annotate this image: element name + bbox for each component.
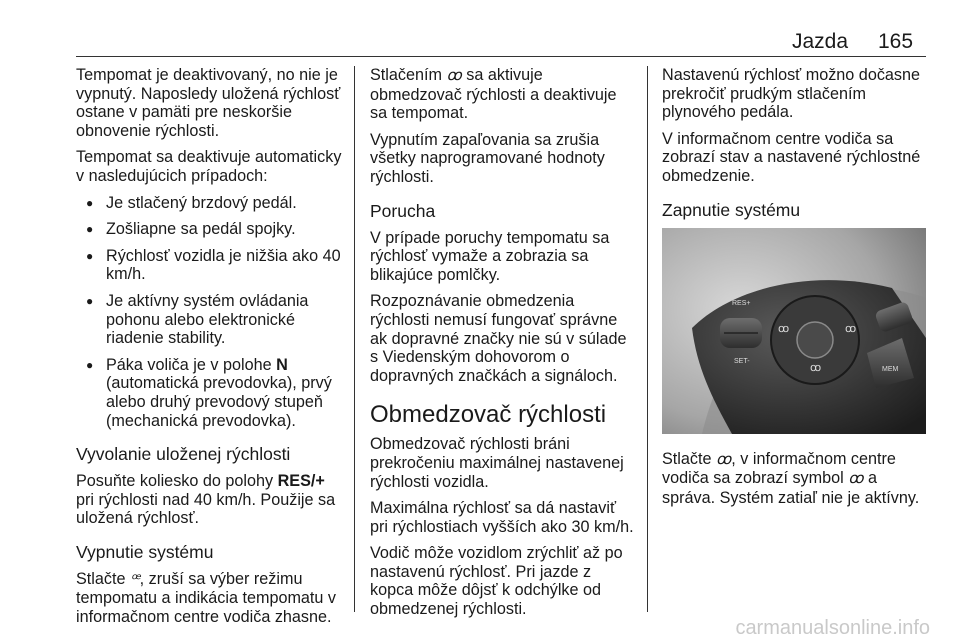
speed-limiter-icon: ꝏ	[848, 470, 864, 488]
page-header	[0, 0, 960, 56]
heading-recall-speed: Vyvolanie uloženej rýchlosti	[76, 444, 291, 465]
mem-label: MEM	[882, 365, 899, 373]
paragraph: V prípade poruchy tempomatu sa rýchlosť vymaže a zobrazia sa blikajúce pomlčky.	[370, 228, 610, 284]
list-item: ● Je aktívny systém ovládania pohonu alebo elektronické riadenie stability.	[76, 292, 344, 348]
list-item: ● Páka voliča je v polohe N (automatická prevodovka), prvý alebo druhý prevodový stupeň (mechanická prevodovka).	[76, 356, 344, 430]
page-number: 165	[878, 30, 914, 53]
paragraph: Vodič môže vozidlom zrýchliť až po nastavenú rýchlosť. Pri jazde z kopca môže dôjsť k odchýlke od obmedzenej rýchlosti.	[370, 544, 623, 619]
list-item: ● Zošliapne sa pedál spojky.	[76, 220, 344, 239]
paragraph: Tempomat je deaktivovaný, no nie je vypnutý. Naposledy uložená rýchlosť ostane v pamäti pre neskoršie obnovenie rýchlosti.	[76, 66, 341, 140]
column-2	[370, 66, 634, 627]
paragraph: Stlačte ꟹ, zruší sa výber režimu tempomatu a indikácia tempomatu v informačnom centre vodiča zhasne.	[76, 569, 337, 627]
res-label: RES/+	[277, 472, 325, 491]
paragraph: Vypnutím zapaľovania sa zrušia všetky naprogramované hodnoty rýchlosti.	[370, 130, 605, 186]
paragraph: Posuňte koliesko do polohy RES/+ pri rýchlosti nad 40 km/h. Použije sa uložená rýchlosť.	[76, 472, 336, 528]
paragraph: Nastavenú rýchlosť možno dočasne prekročiť prudkým stlačením plynového pedála.	[662, 66, 921, 122]
res-label: RES+	[732, 299, 751, 307]
paragraph: Stlačením ꝏ sa aktivuje obmedzovač rýchlosti a deaktivuje sa tempomat.	[370, 66, 617, 123]
paragraph: V informačnom centre vodiča sa zobrazí stav a nastavené rýchlostné obmedzenie.	[662, 129, 921, 185]
gear-position-n: N	[276, 355, 288, 374]
column-divider	[354, 66, 355, 612]
set-label: SET-	[734, 357, 750, 365]
cruise-icon: ꝏ	[845, 322, 857, 335]
speed-limiter-icon: ꝏ	[778, 322, 790, 335]
list-item: ● Rýchlosť vozidla je nižšia ako 40 km/h.	[76, 247, 344, 284]
cruise-off-icon: ꟹ	[130, 570, 140, 588]
footer	[600, 614, 930, 640]
header-rule	[76, 56, 926, 57]
heading-fault: Porucha	[370, 200, 436, 221]
list-item: ● Je stlačený brzdový pedál.	[76, 194, 344, 213]
column-3	[662, 66, 926, 515]
heading-system-on: Zapnutie systému	[662, 199, 801, 220]
column-divider	[647, 66, 648, 612]
heading-speed-limiter: Obmedzovač rýchlosti	[370, 401, 607, 429]
bullet-list	[76, 194, 344, 431]
acc-icon: ꝏ	[810, 361, 822, 374]
speed-limiter-icon: ꝏ	[446, 67, 462, 84]
section-title: Jazda	[792, 30, 849, 53]
steering-wheel-controls-photo	[662, 228, 926, 434]
watermark: carmanualsonline.info	[735, 617, 930, 639]
paragraph: Obmedzovač rýchlosti bráni prekročeniu maximálnej nastavenej rýchlosti vozidla.	[370, 435, 624, 491]
paragraph: Maximálna rýchlosť sa dá nastaviť pri rýchlostiach vyšších ako 30 km/h.	[370, 499, 634, 536]
column-1	[76, 66, 344, 635]
paragraph: Tempomat sa deaktivuje automaticky v nasledujúcich prípadoch:	[76, 148, 342, 185]
paragraph: Stlačte ꝏ, v informačnom centre vodiča sa zobrazí symbol ꝏ a správa. Systém zatiaľ nie je aktívny.	[662, 449, 920, 507]
speed-limiter-icon: ꝏ	[716, 450, 732, 468]
heading-system-off: Vypnutie systému	[76, 541, 214, 562]
paragraph: Rozpoznávanie obmedzenia rýchlosti nemusí fungovať správne ak dopravné značky nie sú v súlade s Viedenským dohovorom o dopravných značkách a signáloch.	[370, 292, 627, 385]
